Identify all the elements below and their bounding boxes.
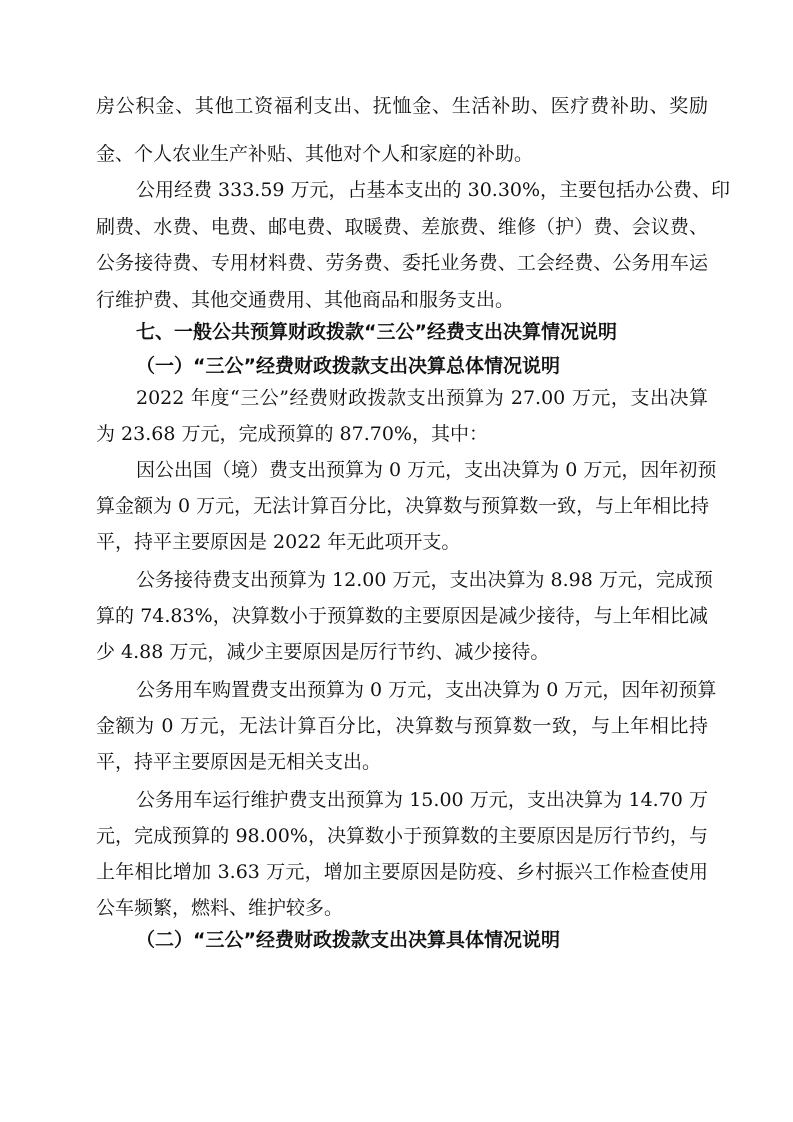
text-line: 公务用车运行维护费支出预算为 15.00 万元，支出决算为 14.70 万 bbox=[136, 789, 708, 811]
subsection-heading-overall: （一）“三公”经费财政拨款支出决算总体情况说明 bbox=[136, 355, 560, 377]
text-line: 平，持平主要原因是 2022 年无此项开支。 bbox=[96, 531, 461, 553]
text-line: 算的 74.83%，决算数小于预算数的主要原因是减少接待，与上年相比减 bbox=[96, 605, 708, 627]
text-line: 元，完成预算的 98.00%，决算数小于预算数的主要原因是厉行节约，与 bbox=[96, 825, 708, 847]
section-heading-seven: 七、一般公共预算财政拨款“三公”经费支出决算情况说明 bbox=[136, 321, 617, 343]
text-line: 算金额为 0 万元，无法计算百分比，决算数与预算数一致，与上年相比持 bbox=[96, 495, 710, 517]
text-line: 上年相比增加 3.63 万元，增加主要原因是防疫、乡村振兴工作检查使用 bbox=[96, 861, 708, 883]
text-line: 公务用车购置费支出预算为 0 万元，支出决算为 0 万元，因年初预算 bbox=[136, 679, 717, 701]
text-line: 金、个人农业生产补贴、其他对个人和家庭的补助。 bbox=[96, 143, 534, 165]
text-line: 平，持平主要原因是无相关支出。 bbox=[96, 751, 382, 773]
text-line: 公用经费 333.59 万元，占基本支出的 30.30%，主要包括办公费、印 bbox=[136, 179, 731, 201]
text-line: 房公积金、其他工资福利支出、抚恤金、生活补助、医疗费补助、奖励 bbox=[96, 95, 708, 117]
text-line: 行维护费、其他交通费用、其他商品和服务支出。 bbox=[96, 289, 515, 311]
subsection-heading-detail: （二）“三公”经费财政拨款支出决算具体情况说明 bbox=[136, 929, 560, 951]
text-line: 金额为 0 万元，无法计算百分比，决算数与预算数一致，与上年相比持 bbox=[96, 715, 708, 737]
text-line: 2022 年度“三公”经费财政拨款支出预算为 27.00 万元，支出决算 bbox=[136, 387, 708, 409]
text-line: 因公出国（境）费支出预算为 0 万元，支出决算为 0 万元，因年初预 bbox=[136, 459, 717, 481]
text-line: 公车频繁，燃料、维护较多。 bbox=[96, 897, 344, 919]
text-line: 刷费、水费、电费、邮电费、取暖费、差旅费、维修（护）费、会议费、 bbox=[96, 216, 708, 238]
text-line: 为 23.68 万元，完成预算的 87.70%，其中： bbox=[96, 423, 488, 445]
text-line: 公务接待费支出预算为 12.00 万元，支出决算为 8.98 万元，完成预 bbox=[136, 569, 713, 591]
text-line: 少 4.88 万元，减少主要原因是厉行节约、减少接待。 bbox=[96, 641, 550, 663]
text-line: 公务接待费、专用材料费、劳务费、委托业务费、工会经费、公务用车运 bbox=[96, 252, 708, 274]
